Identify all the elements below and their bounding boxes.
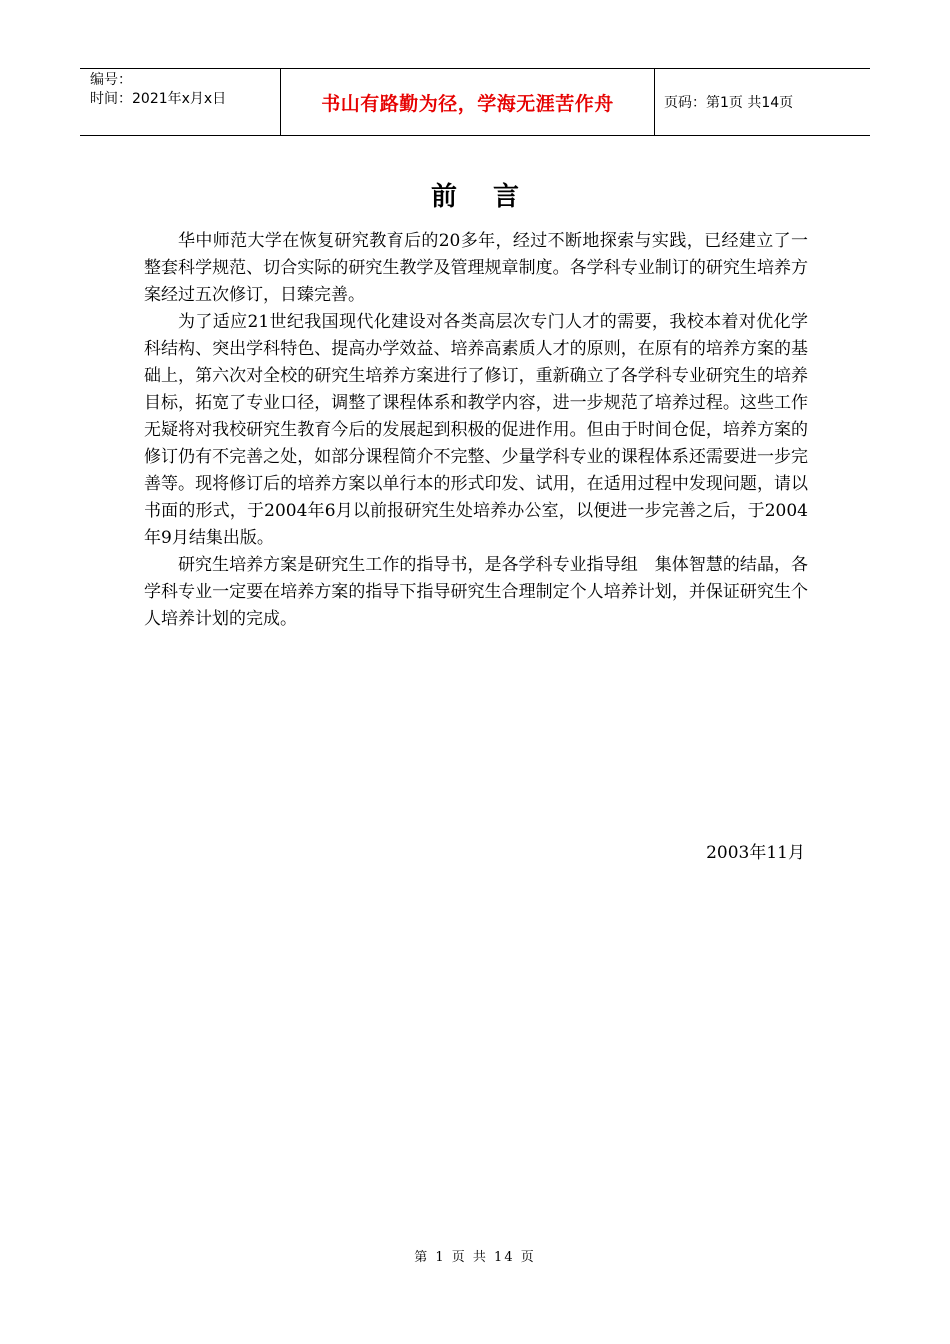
paragraph-2: 为了适应21世纪我国现代化建设对各类高层次专门人才的需要，我校本着对优化学科结构、突出学科特色、提高办学效益、培养高素质人才的原则，在原有的培养方案的基础上，第六次对全校的研究生培养方案进行了修订，重新确立了各学科专业研究生的培养目标，拓宽了专业口径，调整了课程体系和教学内容，进一步规范了培养过程。这些工作无疑将对我校研究生教育今后的发展起到积极的促进作用。但由于时间仓促，培养方案的修订仍有不完善之处，如部分课程简介不完整、少量学科专业的课程体系还需要进一步完善等。现将修订后的培养方案以单行本的形式印发、试用，在适用过程中发现问题，请以书面的形式，于2004年6月以前报研究生处培养办公室，以便进一步完善之后，于2004年9月结集出版。 xyxy=(144,312,808,548)
motto-text: 书山有路勤为径，学海无涯苦作舟 xyxy=(321,92,614,115)
document-body xyxy=(144,228,808,633)
page-title: 前言 xyxy=(430,182,555,212)
document-time: 时间：2021年x月x日 xyxy=(90,91,227,107)
document-date: 2003年11月 xyxy=(706,843,805,863)
header-motto-cell xyxy=(281,69,655,135)
document-number: 编号： xyxy=(90,72,132,88)
paragraph-3: 研究生培养方案是研究生工作的指导书，是各学科专业指导组 集体智慧的结晶，各学科专业一定要在培养方案的指导下指导研究生合理制定个人培养计划，并保证研究生个人培养计划的完成。 xyxy=(144,555,808,629)
header-page-cell xyxy=(655,69,870,135)
header-table xyxy=(80,68,870,136)
header-info-cell xyxy=(80,69,281,135)
page-footer: 第 1 页 共 14 页 xyxy=(414,1250,536,1265)
paragraph-1: 华中师范大学在恢复研究教育后的20多年，经过不断地探索与实践，已经建立了一整套科学规范、切合实际的研究生教学及管理规章制度。各学科专业制订的研究生培养方案经过五次修订，日臻完善。 xyxy=(144,231,808,305)
page-info: 页码：第1页 共14页 xyxy=(664,95,794,111)
